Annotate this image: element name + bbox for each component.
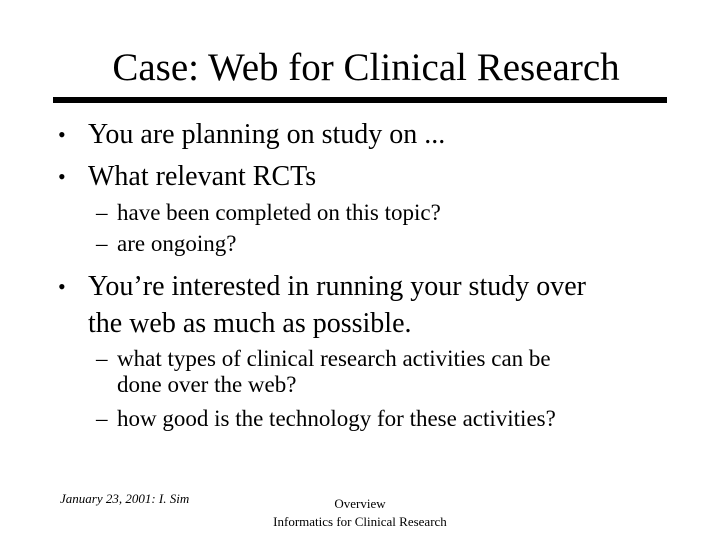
sub-bullet-marker: – [96,406,108,431]
bullet-marker: • [58,122,66,147]
sub-bullet-marker: – [96,231,108,256]
sub-bullet-text-line-1: what types of clinical research activities can be [117,346,551,371]
slide-title: Case: Web for Clinical Research [112,46,620,89]
bullet-text: You are planning on study on ... [88,119,446,150]
sub-bullet-text: are ongoing? [117,231,237,256]
footer-center-line-1: Overview [334,496,386,511]
sub-bullet-text: have been completed on this topic? [117,200,441,225]
title-underline [53,97,667,103]
sub-bullet-text-line-2: done over the web? [117,372,297,397]
sub-bullet-marker: – [96,200,108,225]
sub-bullet-text: how good is the technology for these activities? [117,406,556,431]
bullet-text-line-2: the web as much as possible. [88,308,412,339]
footer-date-author: January 23, 2001: I. Sim [60,491,190,506]
bullet-text: What relevant RCTs [88,161,317,192]
bullet-text-line-1: You’re interested in running your study over [88,271,586,302]
bullet-marker: • [58,164,66,189]
bullet-marker: • [58,274,66,299]
sub-bullet-marker: – [96,346,108,371]
footer-center-line-2: Informatics for Clinical Research [273,514,447,529]
footer-center [230,495,490,531]
